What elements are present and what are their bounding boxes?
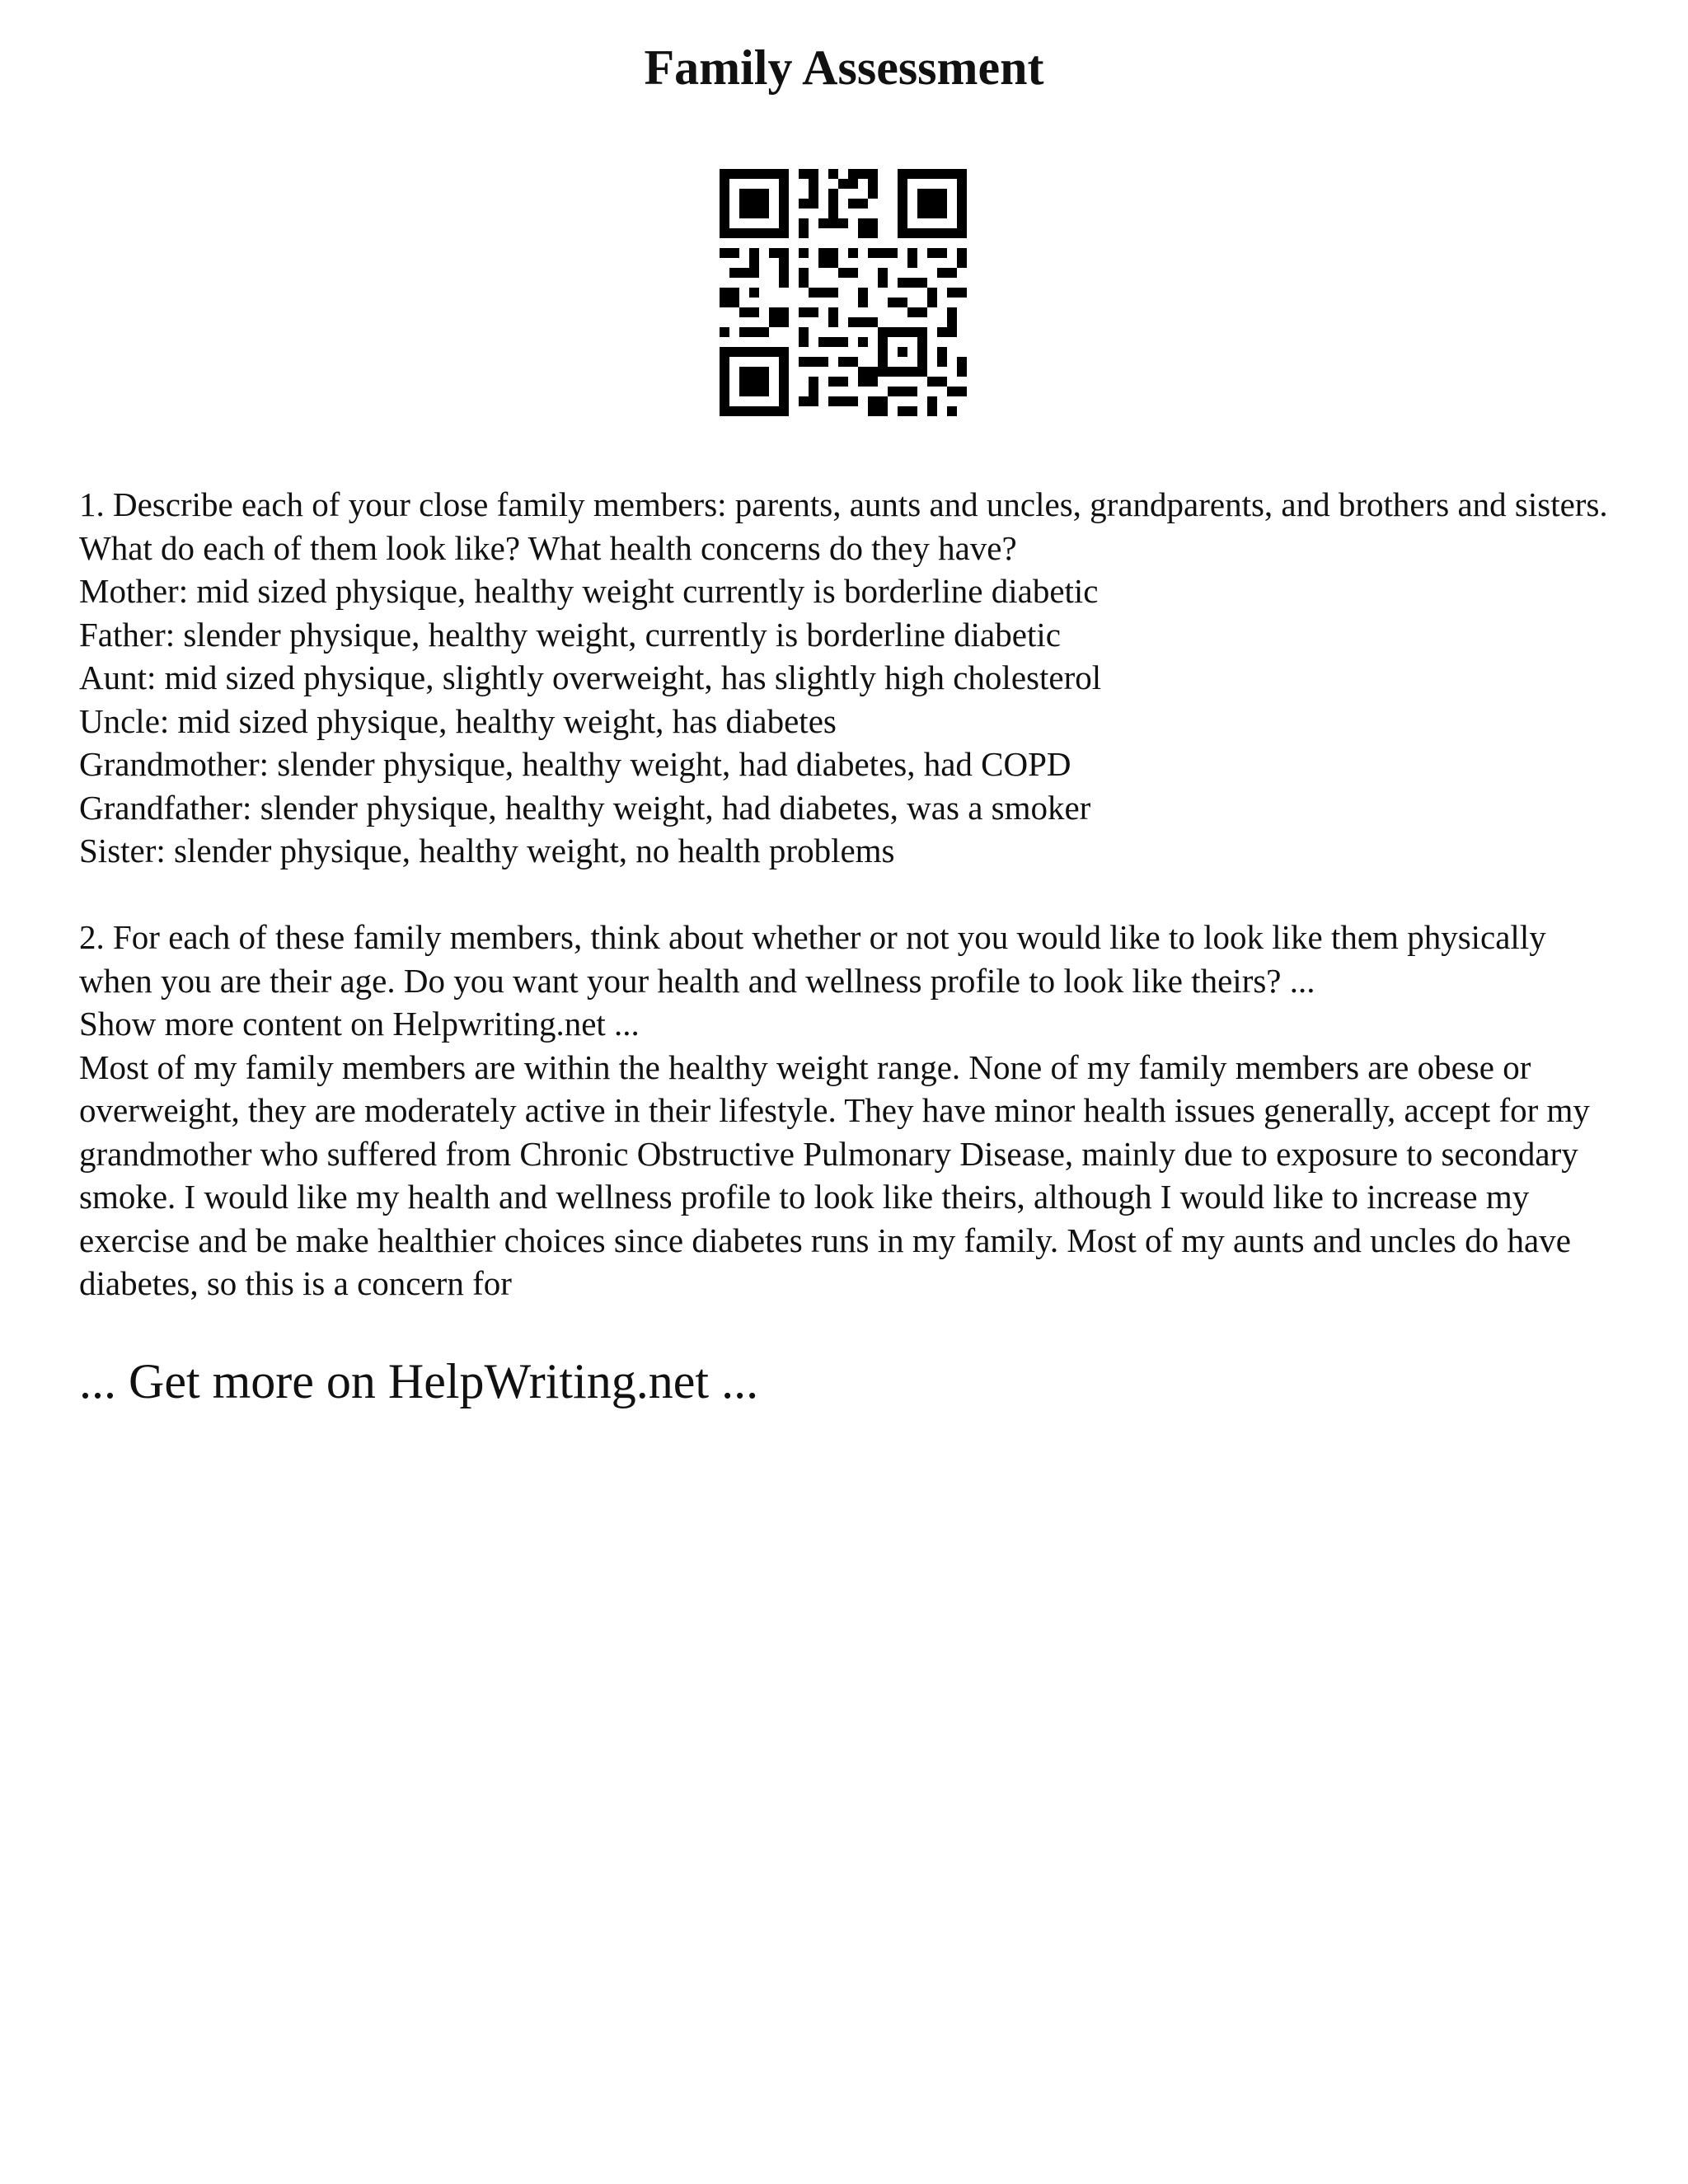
- question-1: 1. Describe each of your close family members: parents, aunts and uncles, grandparents, and brothers and sisters. What do each of them look like? What health concerns do they have?: [79, 485, 1608, 567]
- show-more-link[interactable]: Show more content on Helpwriting.net ...: [79, 1005, 640, 1043]
- question-2: 2. For each of these family members, think about whether or not you would like to look like them physically when you are their age. Do you want your health and wellness profile to look like theirs? ...: [79, 918, 1546, 1000]
- member-aunt: Aunt: mid sized physique, slightly overweight, has slightly high cholesterol: [79, 658, 1102, 696]
- member-father: Father: slender physique, healthy weight, currently is borderline diabetic: [79, 615, 1061, 654]
- member-grandfather: Grandfather: slender physique, healthy weight, had diabetes, was a smoker: [79, 788, 1091, 827]
- member-mother: Mother: mid sized physique, healthy weight currently is borderline diabetic: [79, 572, 1099, 610]
- qr-code-graphic: [720, 169, 967, 416]
- document-body: [79, 483, 1620, 1305]
- member-grandmother: Grandmother: slender physique, healthy weight, had diabetes, had COPD: [79, 745, 1071, 783]
- qr-code-icon[interactable]: [720, 169, 967, 416]
- member-sister: Sister: slender physique, healthy weight, no health problems: [79, 832, 895, 869]
- page-title: Family Assessment: [644, 40, 1044, 95]
- answer-paragraph: Most of my family members are within the healthy weight range. None of my family members are obese or overweight, they are moderately active in their lifestyle. They have minor health issues generally, accept for my grandmother who suffered from Chronic Obstructive Pulmonary Disease, mainly due to exposure to secondary smoke. I would like my health and wellness profile to look like theirs, although I would like to increase my exercise and be make healthier choices since diabetes runs in my family. Most of my aunts and uncles do have diabetes, so this is a concern for: [79, 1047, 1590, 1302]
- get-more-link[interactable]: ... Get more on HelpWriting.net ...: [79, 1354, 759, 1408]
- paragraph-spacer: [79, 873, 1620, 916]
- member-uncle: Uncle: mid sized physique, healthy weight, has diabetes: [79, 701, 837, 740]
